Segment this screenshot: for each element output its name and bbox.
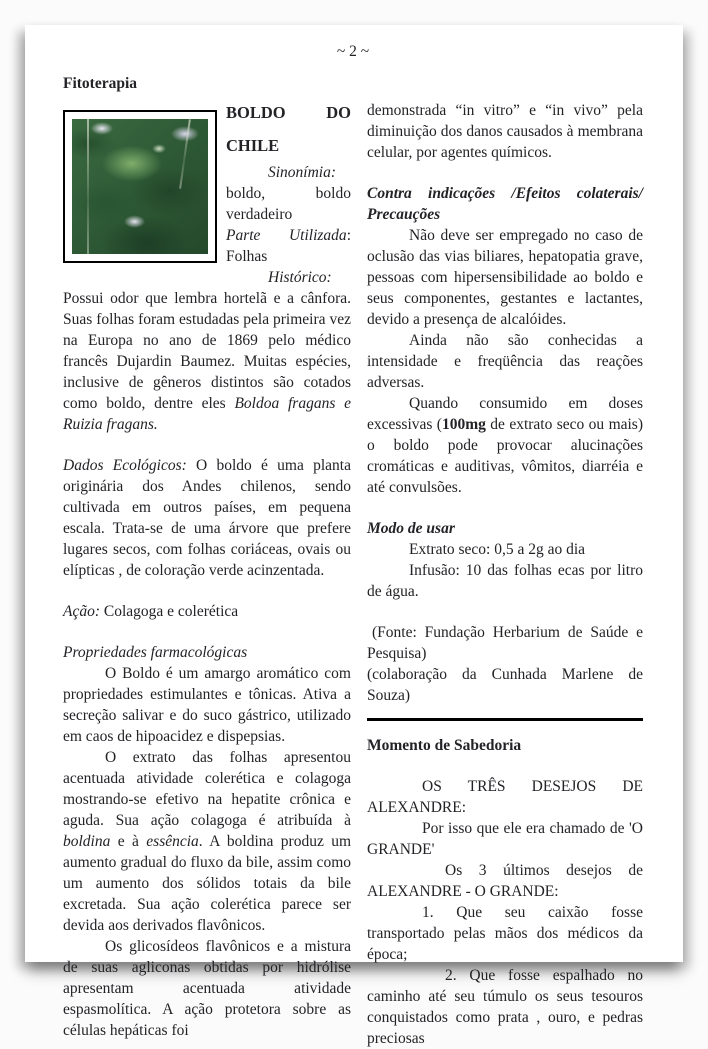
heading-modo-de-usar: Modo de usar [367,520,455,537]
plant-stem [87,119,89,254]
propriedades-heading-text: Propriedades farmacológicas [63,644,248,661]
left-column [63,100,351,1049]
paragraph-pharm-1: O Boldo é um amargo aromático com propriedades estimulantes e tônicas. Ativa a secreção salivar e do suco gástrico, utilizado em caos de hipoacidez e dispepsias. [63,665,351,745]
dados-ecologicos-text: O boldo é uma planta originária dos Andes chilenos, sendo cultivada em outros países, em pequena escala. Trata-se de uma árvore que prefere lugares secos, com folhas coriáceas, ovais ou elípticas , de coloração verde acinzentada. [63,457,351,579]
two-column-layout [63,100,643,1049]
historico-label: Histórico: [268,269,332,286]
pharm-2-text-b: e à [110,833,147,850]
paragraph-contra-1: Não deve ser empregado no caso de oclusão das vias biliares, hepatopatia grave, pessoas com hipersensibilidade ao boldo e seus componentes, gestantes e lactantes, devido a presença de alcalóides. [367,227,643,328]
paragraph-continuation: demonstrada “in vitro” e “in vivo” pela diminuição dos danos causados à membrana celular, por agentes químicos. [367,102,643,161]
paragraph-alexandre-4: 1. Que seu caixão fosse transportado pelas mãos dos médicos da época; [367,904,643,963]
historico-species-italic: Boldoa fragans e Ruizia fragans. [63,395,351,433]
paragraph-contra-2: Ainda não são conhecidas a intensidade e freqüência das reações adversas. [367,332,643,391]
heading-propriedades [63,642,351,663]
acao-value: Colagoga e colerética [100,603,239,620]
paragraph-pharm-2 [63,747,351,936]
paragraph-alexandre-1: OS TRÊS DESEJOS DE ALEXANDRE: [367,778,643,816]
pharm-2-text-c: . A boldina produz um aumento gradual do fluxo da bile, assim como um aumento dos sólidos totais da bile excretada. Sua ação colerética parece ser devida aos derivados flavônicos. [63,833,352,934]
heading-contra-indicacoes: Contra indicações /Efeitos colaterais/ Precauções [367,185,643,223]
article-title: BOLDO DO CHILE [226,103,351,155]
section-divider [367,718,643,721]
paragraph-alexandre-2: Por isso que ele era chamado de 'O GRANDE' [367,820,643,858]
plant-photo-frame [63,110,217,263]
parte-label: Parte Utilizada [226,227,347,244]
heading-momento-sabedoria: Momento de Sabedoria [367,737,522,754]
section-heading: Fitoterapia [63,75,138,92]
paragraph-alexandre-5: 2. Que fosse espalhado no caminho até seu túmulo os seus tesouros conquistados como prata , ouro, e pedras preciosas [367,967,643,1047]
pharm-2-text-a: O extrato das folhas apresentou acentuada atividade colerética e colagoga mostrando-se efetivo na hepatite crônica e aguda. Sua ação colagoga é atribuída à [63,749,351,829]
page-number: ~ 2 ~ [336,43,370,60]
parte-value: Folhas [226,248,268,265]
contra-3-text-b: de extrato seco ou mais) o boldo pode provocar alucinações cromáticas e auditivas, vômitos, diarréia e até convulsões. [367,416,643,496]
paragraph-alexandre-3: Os 3 últimos desejos de ALEXANDRE - O GRANDE: [367,862,643,900]
paragraph-pharm-3: Os glicosídeos flavônicos e a mistura de suas agliconas obtidas por hidrólise apresentam acentuada atividade espasmolítica. A ação protetora sobre as células hepáticas foi [63,938,351,1039]
paragraph-modo-2: Infusão: 10 das folhas ecas por litro de água. [367,562,643,600]
pharm-2-italic-essencia: essência [146,833,199,850]
parte-sep: : [346,227,351,244]
paragraph-colaboracao: (colaboração da Cunhada Marlene de Souza) [367,666,643,704]
historico-text: Possui odor que lembra hortelã e a cânfora. Suas folhas foram estudadas pela primeira vez na Europa no ano de 1869 pelo médico francês Dujardin Baumez. Muitas espécies, inclusive de gêneros distintos são cotados como boldo, dentre eles [63,290,351,412]
plant-stem [179,119,191,189]
boldo-plant-photo [72,119,208,254]
document-page [25,25,683,1047]
dados-ecologicos-label: Dados Ecológicos: [63,457,187,474]
paragraph-dados-ecologicos [63,455,351,581]
paragraph-acao [63,601,351,622]
paragraph-contra-3 [367,393,643,498]
paragraph-modo-1: Extrato seco: 0,5 a 2g ao dia [409,541,586,558]
right-column [367,100,643,1049]
contra-3-text-a: Quando consumido em doses excessivas ( [367,395,643,433]
sinonimia-value: boldo, boldo verdadeiro [226,185,351,223]
paragraph-historico [63,267,351,435]
sinonimia-label: Sinonímia: [268,164,337,181]
contra-3-bold-dose: 100mg [441,416,486,433]
pharm-2-italic-boldina: boldina [63,833,111,850]
acao-label: Ação: [63,603,101,620]
paragraph-fonte: (Fonte: Fundação Herbarium de Saúde e Pesquisa) [367,624,643,662]
